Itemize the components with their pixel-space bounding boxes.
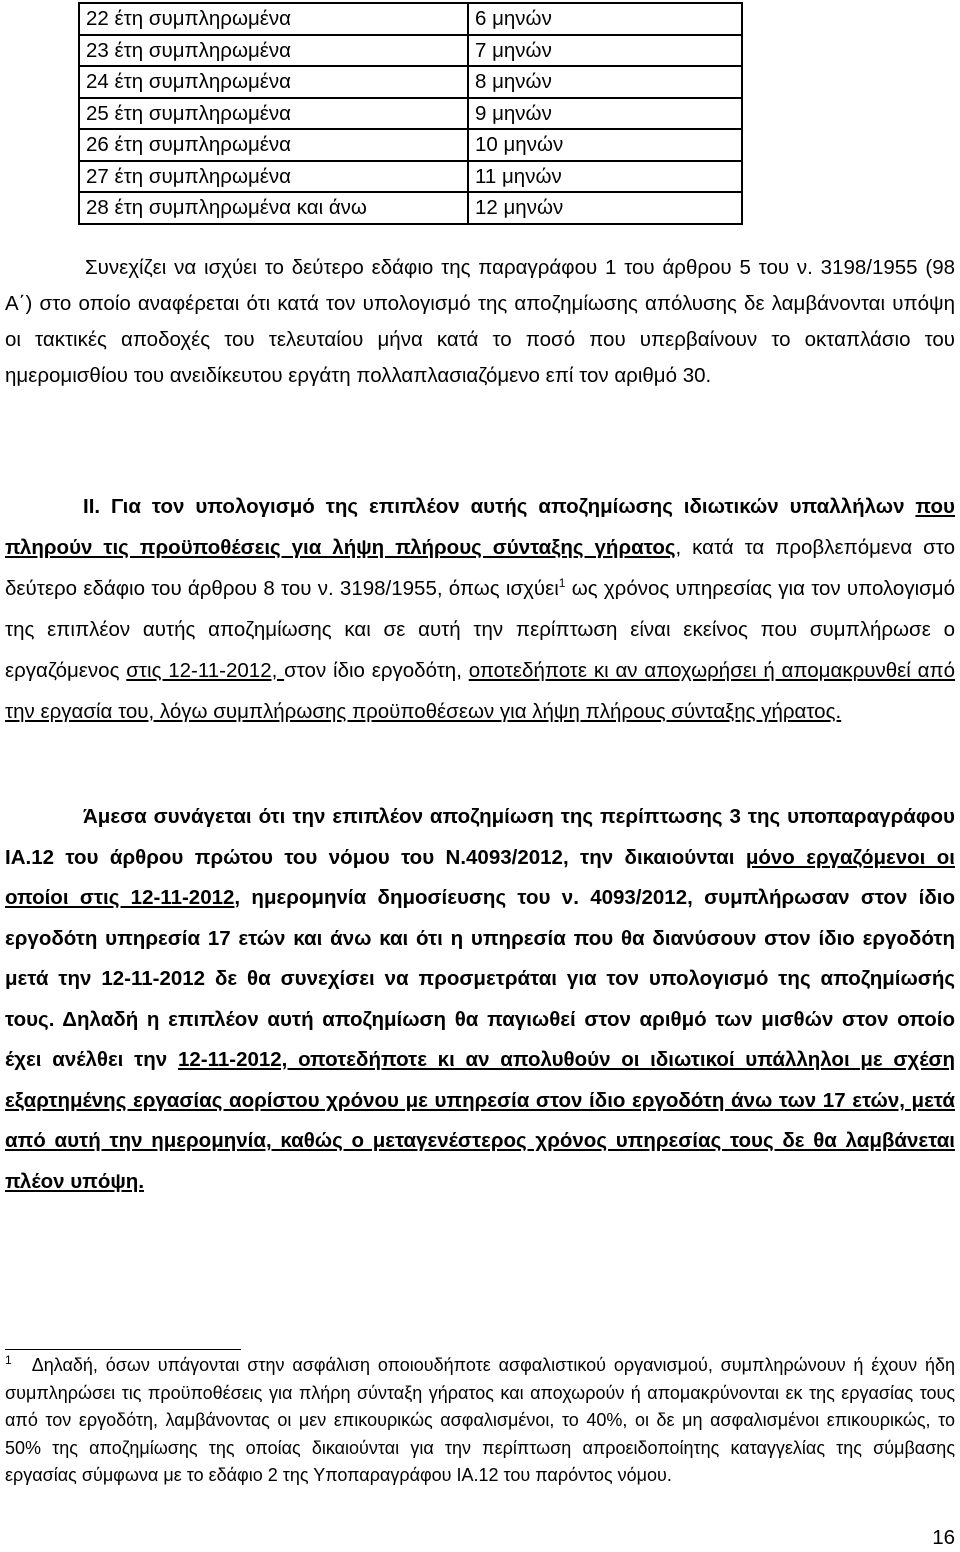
years-cell: 25 έτη συμπληρωμένα — [79, 98, 468, 130]
footnote-reference[interactable]: 1 — [558, 576, 566, 591]
conclusion-underline-2: 12-11-2012, οποτεδήποτε κι αν απολυθούν οι ιδιωτικοί υπάλληλοι με σχέση εξαρτημένης εργασίας αορίστου χρόνου με υπηρεσία στον ίδιο εργοδότη άνω των 17 ετών, μετά από αυτή την ημερομηνία, καθώς ο μεταγενέστερος χρόνος υπηρεσίας τους δε θα λαμβάνεται πλέον υπόψη. — [5, 1048, 956, 1193]
months-cell: 11 μηνών — [468, 161, 742, 193]
table-row — [79, 192, 742, 224]
paragraph-ii-text-a: , κατά τα προβλεπόμενα στο δεύτερο εδάφιο του άρθρου 8 του ν. 3198/1955, όπως ισχύει — [5, 536, 955, 600]
conclusion-underline-1: μόνο εργαζόμενοι οι οποίοι στις 12-11-2012 — [5, 845, 955, 909]
paragraph-ii-text-c: στον ίδιο εργοδότη, — [284, 659, 469, 682]
months-cell: 6 μηνών — [468, 3, 742, 35]
table-row — [79, 3, 742, 35]
table-row — [79, 98, 742, 130]
paragraph-ii — [5, 486, 955, 732]
table-row — [79, 66, 742, 98]
years-cell: 23 έτη συμπληρωμένα — [79, 35, 468, 67]
table-body — [79, 3, 742, 224]
paragraph-ii-lead: ΙΙ. Για τον υπολογισμό της επιπλέον αυτής αποζημίωσης ιδιωτικών υπαλλήλων — [83, 495, 916, 518]
conclusion-text-a: Άμεσα συνάγεται ότι την επιπλέον αποζημίωση της περίπτωσης 3 της υποπαραγράφου ΙΑ.12 του άρθρου πρώτου του νόμου του Ν.4093/2012, την δικαιούνται — [5, 805, 955, 869]
paragraph-ii-date: στις 12-11-2012, — [126, 659, 285, 682]
severance-table — [78, 2, 743, 225]
table-row — [79, 161, 742, 193]
months-cell: 12 μηνών — [468, 192, 742, 224]
table-row — [79, 35, 742, 67]
years-cell: 28 έτη συμπληρωμένα και άνω — [79, 192, 468, 224]
years-cell: 27 έτη συμπληρωμένα — [79, 161, 468, 193]
footnote — [5, 1352, 955, 1490]
months-cell: 8 μηνών — [468, 66, 742, 98]
table-row — [79, 129, 742, 161]
page-number: 16 — [932, 1526, 955, 1549]
footnote-mark: 1 — [5, 1353, 12, 1367]
paragraph-ii-condition: που πληρούν τις προϋποθέσεις για λήψη πλήρους σύνταξης γήρατος — [5, 495, 955, 559]
years-cell: 24 έτη συμπληρωμένα — [79, 66, 468, 98]
months-cell: 9 μηνών — [468, 98, 742, 130]
paragraph-ii-text-b: ως χρόνος υπηρεσίας για τον υπολογισμό της επιπλέον αυτής αποζημίωσης και σε αυτή την περίπτωση είναι εκείνος που συμπλήρωσε ο εργαζόμενος — [5, 577, 956, 682]
conclusion-text-c: Δηλαδή η επιπλέον αυτή αποζημίωση θα παγιωθεί στον αριθμό των μισθών στον οποίο έχει ανέλθει την — [5, 1007, 956, 1071]
conclusion-text-b: , ημερομηνία δημοσίευσης του ν. 4093/2012, συμπλήρωσαν στον ίδιο εργοδότη υπηρεσία 17 ετών και άνω και ότι η υπηρεσία που θα διανύσουν στον ίδιο εργοδότη μετά την 12-11-2012 δε θα συνεχίσει να προσμετράται για τον υπολογισμό της αποζημίωσής τους. — [5, 886, 956, 1031]
paragraph-continuation: Συνεχίζει να ισχύει το δεύτερο εδάφιο της παραγράφου 1 του άρθρου 5 του ν. 3198/1955 (98 Α΄) στο οποίο αναφέρεται ότι κατά τον υπολογισμό της αποζημίωσης απόλυσης δε λαμβάνονται υπόψη οι τακτικές αποδοχές του τελευταίου μήνα κατά το ποσό που υπερβαίνουν το οκταπλάσιο του ημερομισθίου του ανειδίκευτου εργάτη πολλαπλασιαζόμενο επί τον αριθμό 30. — [5, 256, 955, 387]
footnote-text: Δηλαδή, όσων υπάγονται στην ασφάλιση οποιουδήποτε ασφαλιστικού οργανισμού, συμπληρώνουν ή έχουν ήδη συμπληρώσει τις προϋποθέσεις για πλήρη σύνταξη γήρατος και αποχωρούν ή απομακρύνονται εκ της εργασίας τους από τον εργοδότη, λαμβάνοντας οι μεν επικουρικώς ασφαλισμένοι, το 40%, οι δε μη ασφαλισμένοι επικουρικώς, το 50% της αποζημίωσης της οποίας δικαιούνται για την περίπτωση απροειδοποίητης καταγγελίας της σύμβασης εργασίας σύμφωνα με το εδάφιο 2 της Υποπαραγράφου ΙΑ.12 του παρόντος νόμου. — [5, 1355, 955, 1485]
years-cell: 26 έτη συμπληρωμένα — [79, 129, 468, 161]
footnote-divider — [5, 1349, 241, 1350]
paragraph-conclusion — [5, 797, 955, 1202]
months-cell: 10 μηνών — [468, 129, 742, 161]
months-cell: 7 μηνών — [468, 35, 742, 67]
paragraph-ii-end: οποτεδήποτε κι αν αποχωρήσει ή απομακρυνθεί από την εργασία του, λόγω συμπλήρωσης προϋποθέσεων για λήψη πλήρους σύνταξης γήρατος. — [5, 659, 955, 723]
years-cell: 22 έτη συμπληρωμένα — [79, 3, 468, 35]
